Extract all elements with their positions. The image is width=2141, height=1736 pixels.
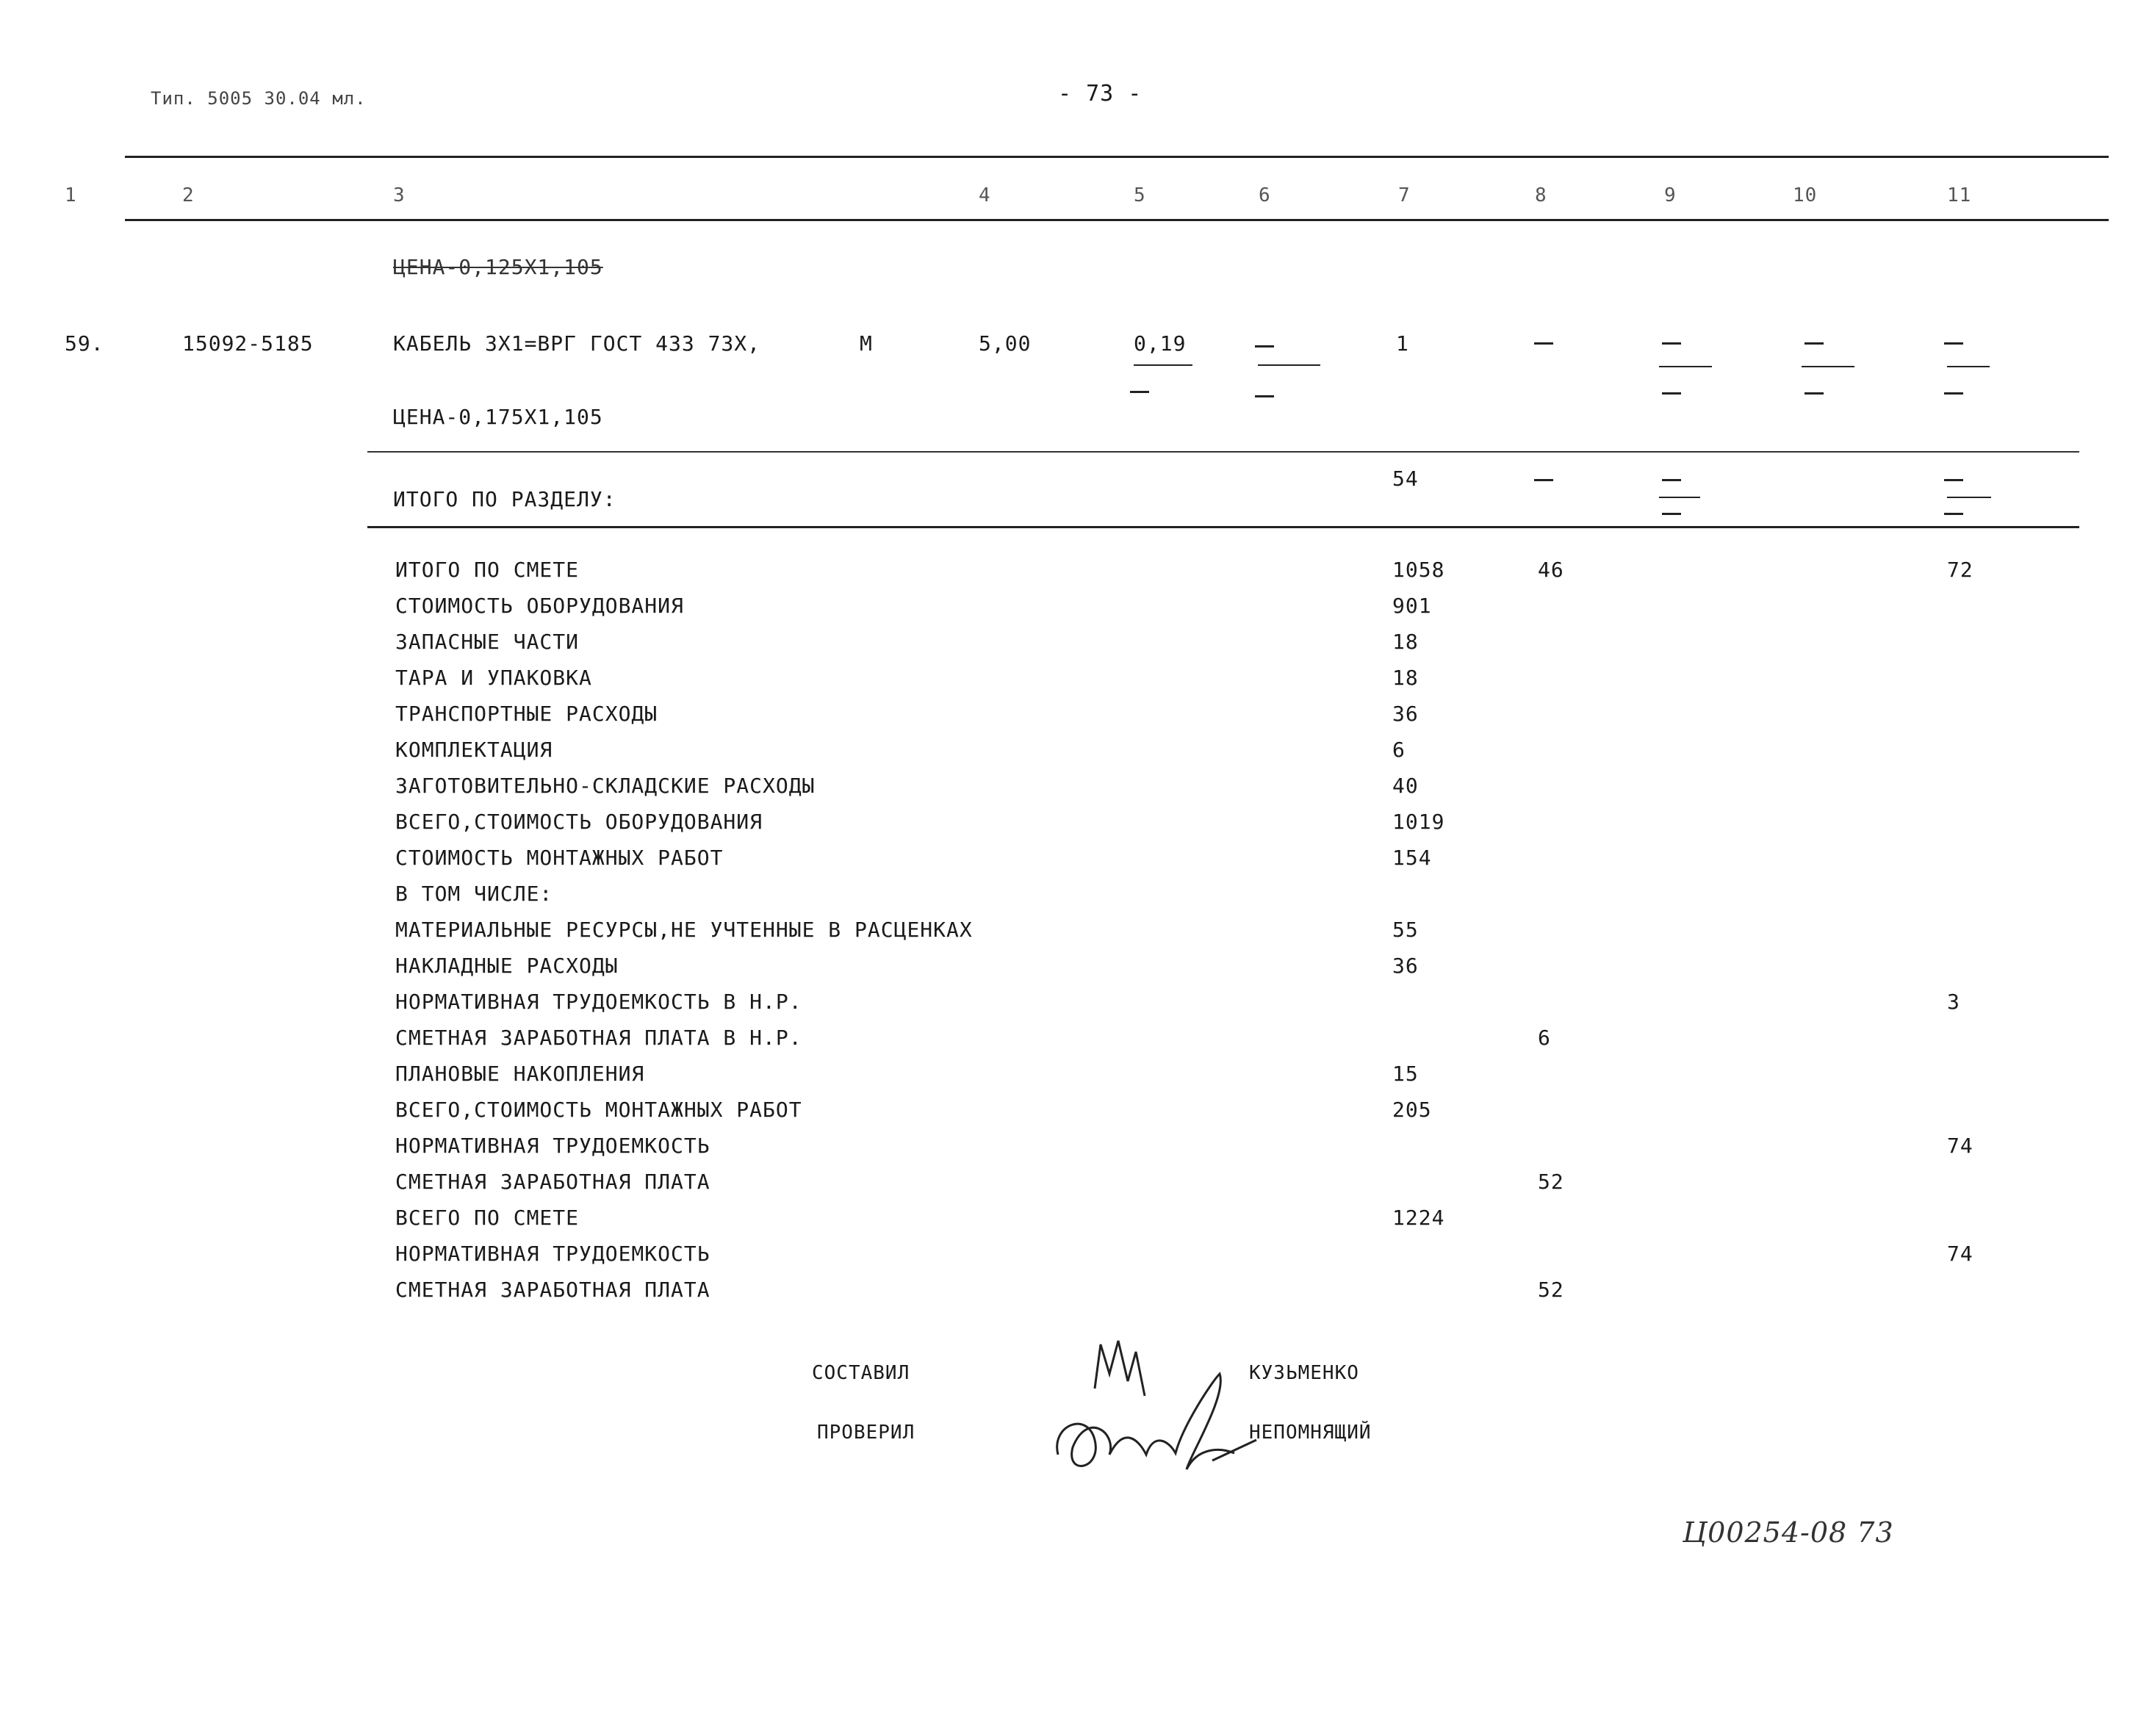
summary-col7: 1224 bbox=[1392, 1206, 1445, 1230]
summary-label: ИТОГО ПО СМЕТЕ bbox=[395, 558, 580, 582]
summary-col11: 74 bbox=[1947, 1242, 1973, 1266]
summary-label: КОМПЛЕКТАЦИЯ bbox=[395, 738, 553, 762]
dash-mark bbox=[1534, 342, 1553, 345]
dash-mark bbox=[1944, 513, 1963, 515]
summary-col7: 55 bbox=[1392, 918, 1419, 942]
column-header-4: 4 bbox=[979, 184, 991, 206]
summary-col7: 6 bbox=[1392, 738, 1406, 762]
item-unit: М bbox=[860, 331, 873, 356]
dash-mark bbox=[1130, 391, 1149, 393]
column-header-11: 11 bbox=[1947, 184, 1972, 206]
summary-label: ПЛАНОВЫЕ НАКОПЛЕНИЯ bbox=[395, 1062, 645, 1086]
summary-label: НАКЛАДНЫЕ РАСХОДЫ bbox=[395, 954, 619, 978]
dash-mark bbox=[1662, 479, 1681, 481]
archive-code: Ц00254-08 73 bbox=[1683, 1516, 1894, 1549]
summary-col8: 52 bbox=[1538, 1278, 1564, 1302]
dash-mark bbox=[1534, 479, 1553, 481]
summary-col7: 36 bbox=[1392, 702, 1419, 726]
signature-mark-checked bbox=[1043, 1366, 1264, 1491]
document-stamp: Тип. 5005 30.04 мл. bbox=[151, 88, 367, 109]
dash-underline bbox=[1947, 366, 1990, 367]
row-number: 59. bbox=[65, 331, 104, 356]
summary-label: ВСЕГО,СТОИМОСТЬ МОНТАЖНЫХ РАБОТ bbox=[395, 1098, 802, 1122]
summary-col8: 46 bbox=[1538, 558, 1564, 582]
summary-label: ТРАНСПОРТНЫЕ РАСХОДЫ bbox=[395, 702, 658, 726]
summary-label: СТОИМОСТЬ МОНТАЖНЫХ РАБОТ bbox=[395, 846, 724, 870]
column-header-10: 10 bbox=[1793, 184, 1818, 206]
item-name: КАБЕЛЬ 3Х1=ВРГ ГОСТ 433 73Х, bbox=[393, 331, 761, 356]
summary-label: МАТЕРИАЛЬНЫЕ РЕСУРСЫ,НЕ УЧТЕННЫЕ В РАСЦЕНКАХ bbox=[395, 918, 973, 942]
dash-underline bbox=[1947, 497, 1991, 498]
summary-col7: 40 bbox=[1392, 774, 1419, 798]
column-header-7: 7 bbox=[1398, 184, 1411, 206]
summary-label: ЗАПАСНЫЕ ЧАСТИ bbox=[395, 630, 580, 654]
summary-label: НОРМАТИВНАЯ ТРУДОЕМКОСТЬ bbox=[395, 1134, 710, 1158]
dash-underline bbox=[1802, 366, 1854, 367]
summary-col7: 18 bbox=[1392, 630, 1419, 654]
column-header-3: 3 bbox=[393, 184, 406, 206]
dash-mark bbox=[1944, 392, 1963, 395]
item-total: 1 bbox=[1396, 331, 1409, 356]
price-note: ЦЕНА-0,175Х1,105 bbox=[393, 405, 603, 429]
summary-label: СМЕТНАЯ ЗАРАБОТНАЯ ПЛАТА bbox=[395, 1170, 710, 1194]
compiled-by-name: КУЗЬМЕНКО bbox=[1249, 1362, 1359, 1384]
dash-mark bbox=[1804, 342, 1824, 345]
summary-label: В ТОМ ЧИСЛЕ: bbox=[395, 882, 553, 906]
summary-label: СМЕТНАЯ ЗАРАБОТНАЯ ПЛАТА В Н.Р. bbox=[395, 1026, 802, 1050]
summary-col11: 72 bbox=[1947, 558, 1973, 582]
dash-underline bbox=[1659, 366, 1712, 367]
summary-col8: 6 bbox=[1538, 1026, 1551, 1050]
summary-label: НОРМАТИВНАЯ ТРУДОЕМКОСТЬ В Н.Р. bbox=[395, 990, 802, 1014]
checked-by-label: ПРОВЕРИЛ bbox=[817, 1422, 915, 1444]
section-total-col7: 54 bbox=[1392, 467, 1419, 491]
summary-col7: 901 bbox=[1392, 594, 1432, 618]
checked-by-name: НЕПОМНЯЩИЙ bbox=[1249, 1422, 1372, 1444]
summary-col11: 3 bbox=[1947, 990, 1960, 1014]
dash-mark bbox=[1255, 345, 1274, 347]
section-rule-top bbox=[367, 451, 2079, 453]
column-header-8: 8 bbox=[1535, 184, 1547, 206]
summary-col8: 52 bbox=[1538, 1170, 1564, 1194]
dash-mark bbox=[1662, 513, 1681, 515]
summary-label: ТАРА И УПАКОВКА bbox=[395, 666, 592, 690]
summary-label: ЗАГОТОВИТЕЛЬНО-СКЛАДСКИЕ РАСХОДЫ bbox=[395, 774, 816, 798]
item-quantity: 5,00 bbox=[979, 331, 1032, 356]
column-header-9: 9 bbox=[1664, 184, 1677, 206]
summary-label: СМЕТНАЯ ЗАРАБОТНАЯ ПЛАТА bbox=[395, 1278, 710, 1302]
summary-col7: 18 bbox=[1392, 666, 1419, 690]
column-header-5: 5 bbox=[1134, 184, 1146, 206]
dash-mark bbox=[1944, 342, 1963, 345]
dash-mark bbox=[1662, 342, 1681, 345]
column-header-1: 1 bbox=[65, 184, 77, 206]
compiled-by-label: СОСТАВИЛ bbox=[812, 1362, 910, 1384]
summary-label: ВСЕГО,СТОИМОСТЬ ОБОРУДОВАНИЯ bbox=[395, 810, 763, 834]
column-header-2: 2 bbox=[182, 184, 195, 206]
page-number: - 73 - bbox=[1058, 81, 1143, 107]
price-underline bbox=[1134, 364, 1192, 366]
table-header-bottom-rule bbox=[125, 219, 2109, 221]
dash-underline bbox=[1659, 497, 1700, 498]
summary-label: ВСЕГО ПО СМЕТЕ bbox=[395, 1206, 580, 1230]
section-total-label: ИТОГО ПО РАЗДЕЛУ: bbox=[393, 487, 616, 511]
item-code: 15092-5185 bbox=[182, 331, 314, 356]
dash-mark bbox=[1662, 392, 1681, 395]
dash-underline bbox=[1258, 364, 1320, 366]
summary-col7: 154 bbox=[1392, 846, 1432, 870]
summary-col7: 15 bbox=[1392, 1062, 1419, 1086]
price-note-previous: ЦЕНА-0,125Х1,105 bbox=[393, 255, 603, 279]
item-price: 0,19 bbox=[1134, 331, 1187, 356]
summary-col7: 36 bbox=[1392, 954, 1419, 978]
summary-col11: 74 bbox=[1947, 1134, 1973, 1158]
table-top-rule bbox=[125, 156, 2109, 158]
dash-mark bbox=[1255, 395, 1274, 397]
section-rule-bottom bbox=[367, 526, 2079, 528]
summary-col7: 1058 bbox=[1392, 558, 1445, 582]
dash-mark bbox=[1804, 392, 1824, 395]
dash-mark bbox=[1944, 479, 1963, 481]
summary-label: СТОИМОСТЬ ОБОРУДОВАНИЯ bbox=[395, 594, 684, 618]
summary-col7: 1019 bbox=[1392, 810, 1445, 834]
summary-label: НОРМАТИВНАЯ ТРУДОЕМКОСТЬ bbox=[395, 1242, 710, 1266]
summary-col7: 205 bbox=[1392, 1098, 1432, 1122]
column-header-6: 6 bbox=[1259, 184, 1271, 206]
